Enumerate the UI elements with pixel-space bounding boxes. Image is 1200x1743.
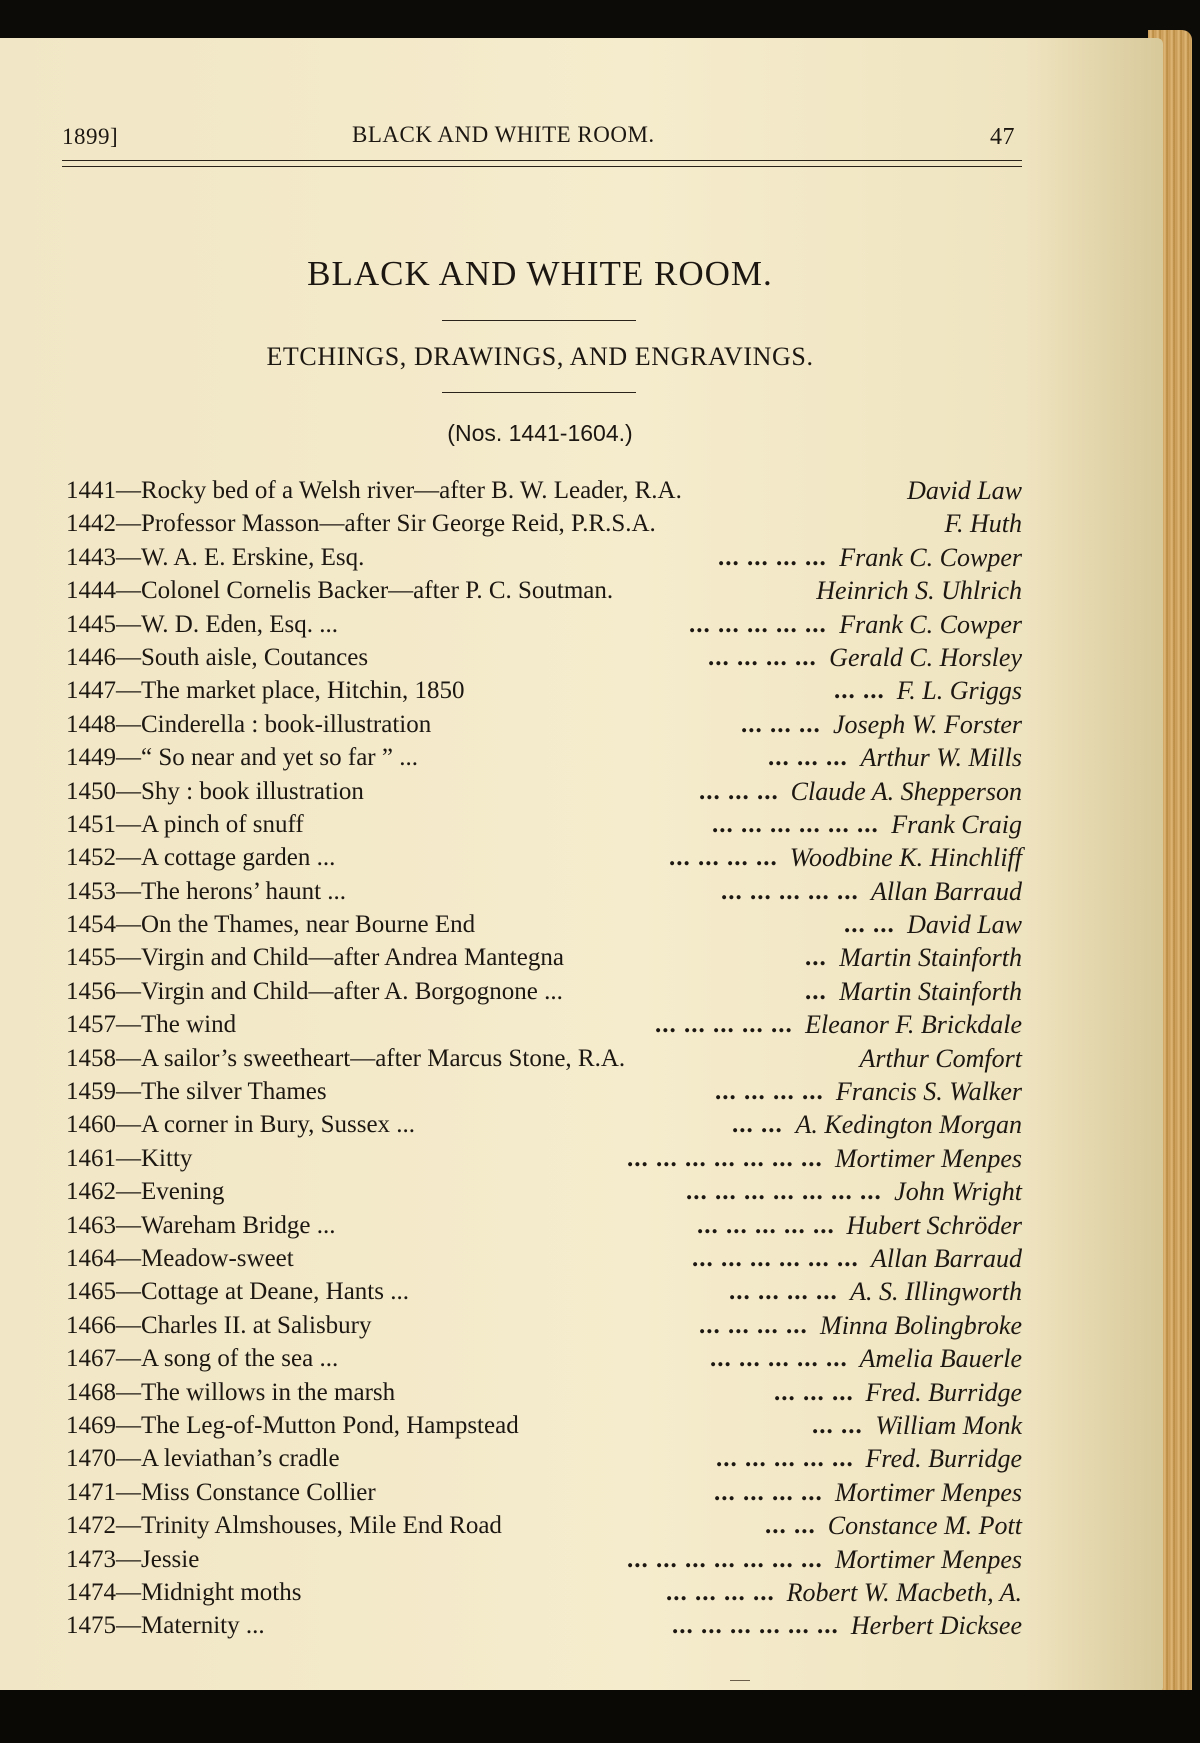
catalogue-entry [66,708,1022,741]
entry-title: 1445—W. D. Eden, Esq. ... [66,610,338,638]
entry-leader-dots: ... [805,977,827,1005]
entry-artist: Amelia Bauerle [859,1344,1022,1374]
entry-title: 1453—The herons’ haunt ... [66,877,347,905]
entry-leader-dots: ... ... ... ... ... ... ... [627,1545,823,1573]
catalogue-entry [66,641,1022,674]
entry-artist: Joseph W. Forster [833,709,1022,739]
entry-artist: Gerald C. Horsley [829,642,1022,672]
entry-title: 1452—A cottage garden ... [66,844,336,872]
entry-leader-dots: ... ... ... ... ... [721,877,859,905]
catalogue-entry [66,1175,1022,1208]
entry-artist: Francis S. Walker [835,1077,1022,1107]
entry-artist: Constance M. Pott [827,1511,1022,1541]
entry-leader-dots: ... ... ... [774,1378,854,1406]
entry-title: 1469—The Leg-of-Mutton Pond, Hampstead [66,1411,519,1439]
entry-artist: Woodbine K. Hinchliff [789,843,1022,873]
entry-artist: Hubert Schröder [846,1210,1022,1240]
entry-leader-dots: ... ... ... ... ... ... [692,1244,859,1272]
entry-artist: Herbert Dicksee [850,1611,1022,1641]
catalogue-list [66,474,1022,1643]
catalogue-entry [66,1342,1022,1375]
entry-leader-dots: ... ... ... [741,710,821,738]
footer-mark [730,1680,750,1681]
entry-leader-dots: ... ... ... ... ... [710,1345,848,1373]
catalogue-entry [66,1242,1022,1275]
entry-artist: Minna Bolingbroke [820,1310,1022,1340]
entry-leader-dots: ... ... ... ... [699,1311,808,1339]
running-head [62,116,1022,156]
catalogue-entry [66,507,1022,540]
entry-title: 1459—The silver Thames [66,1078,327,1106]
subtitle-rule [442,392,636,393]
entry-title: 1475—Maternity ... [66,1612,265,1640]
entry-title: 1470—A leviathan’s cradle [66,1445,340,1473]
entry-title: 1448—Cinderella : book-illustration [66,710,432,738]
entry-leader-dots: ... ... ... ... ... [689,610,827,638]
entry-leader-dots: ... ... ... ... [718,543,827,571]
catalogue-entry [66,908,1022,941]
entry-leader-dots: ... ... ... [699,777,779,805]
entry-leader-dots: ... ... ... ... ... [655,1011,793,1039]
entry-artist: F. L. Griggs [896,676,1022,706]
entry-leader-dots: ... ... [834,677,885,705]
entry-title: 1468—The willows in the marsh [66,1378,396,1406]
entry-artist: David Law [907,910,1022,940]
entry-leader-dots: ... ... ... ... [708,643,817,671]
entry-title: 1474—Midnight moths [66,1578,302,1606]
catalogue-entry [66,1442,1022,1475]
catalogue-entry [66,875,1022,908]
catalogue-entry [66,1309,1022,1342]
entry-artist: William Monk [875,1410,1022,1440]
catalogue-entry [66,1209,1022,1242]
entry-title: 1442—Professor Masson—after Sir George Reid, P.R.S.A. [66,510,656,538]
section-title: BLACK AND WHITE ROOM. [307,254,773,293]
entry-artist: Martin Stainforth [839,943,1022,973]
entry-artist: Mortimer Menpes [834,1477,1022,1507]
entry-artist: F. Huth [944,509,1022,539]
entry-title: 1441—Rocky bed of a Welsh river—after B. W. Leader, R.A. [66,477,682,504]
entry-artist: Martin Stainforth [839,976,1022,1006]
catalogue-entry [66,474,1022,507]
entry-artist: Arthur W. Mills [860,743,1022,773]
catalogue-entry [66,574,1022,607]
entry-title: 1447—The market place, Hitchin, 1850 [66,677,465,705]
catalogue-entry [66,1509,1022,1542]
catalogue-entry [66,808,1022,841]
catalogue-entry [66,1042,1022,1075]
entry-leader-dots: ... ... [765,1512,816,1540]
entry-artist: Fred. Burridge [865,1444,1022,1474]
entry-leader-dots: ... ... ... [768,744,848,772]
entry-title: 1456—Virgin and Child—after A. Borgognone ... [66,977,563,1005]
catalogue-entry [66,841,1022,874]
entry-leader-dots: ... ... ... ... ... ... [712,810,879,838]
catalogue-entry [66,1108,1022,1141]
entry-title: 1465—Cottage at Deane, Hants ... [66,1278,409,1306]
catalogue-entry [66,1576,1022,1609]
entry-title: 1444—Colonel Cornelis Backer—after P. C. Soutman. [66,577,614,605]
entry-title: 1467—A song of the sea ... [66,1345,339,1373]
entry-leader-dots: ... [805,944,827,972]
entry-leader-dots: ... ... ... ... [714,1478,823,1506]
section-subtitle: ETCHINGS, DRAWINGS, AND ENGRAVINGS. [266,342,814,371]
entry-artist: Mortimer Menpes [834,1544,1022,1574]
catalogue-entry [66,775,1022,808]
entry-title: 1443—W. A. E. Erskine, Esq. [66,543,365,571]
page-number: 47 [990,124,1015,150]
catalogue-entry [66,608,1022,641]
catalogue-entry [66,541,1022,574]
entry-title: 1461—Kitty [66,1144,193,1172]
catalogue-entry [66,1008,1022,1041]
entry-artist: Allan Barraud [871,1243,1022,1273]
entry-leader-dots: ... ... ... ... ... ... [672,1612,839,1640]
entry-leader-dots: ... ... ... ... [669,844,778,872]
entry-artist: Eleanor F. Brickdale [805,1010,1022,1040]
entry-artist: John Wright [894,1177,1022,1207]
entry-leader-dots: ... ... ... ... ... [716,1445,854,1473]
entry-title: 1458—A sailor’s sweetheart—after Marcus Stone, R.A. [66,1044,626,1072]
catalogue-entry [66,1409,1022,1442]
entry-title: 1463—Wareham Bridge ... [66,1211,336,1239]
entry-leader-dots: ... ... ... ... [715,1078,824,1106]
header-double-rule [62,160,1022,167]
entry-artist: Robert W. Macbeth, A. [786,1577,1022,1607]
entry-title: 1472—Trinity Almshouses, Mile End Road [66,1512,502,1540]
catalogue-entry [66,1609,1022,1642]
entry-leader-dots: ... ... ... ... ... ... ... [627,1144,823,1172]
entry-leader-dots: ... ... [844,911,895,939]
entry-title: 1462—Evening [66,1178,225,1206]
entry-title: 1466—Charles II. at Salisbury [66,1311,372,1339]
catalogue-entry [66,1476,1022,1509]
entry-title: 1454—On the Thames, near Bourne End [66,911,476,939]
entry-leader-dots: ... ... ... ... [666,1578,775,1606]
entry-title: 1460—A corner in Bury, Sussex ... [66,1111,416,1139]
entry-artist: Frank C. Cowper [839,609,1022,639]
entry-title: 1446—South aisle, Coutances [66,643,369,671]
running-head-title: BLACK AND WHITE ROOM. [352,122,655,147]
catalogue-entry [66,674,1022,707]
entry-leader-dots: ... ... [732,1111,783,1139]
entry-title: 1450—Shy : book illustration [66,777,364,805]
bottom-shadow [0,1690,1200,1743]
entry-artist: Fred. Burridge [865,1377,1022,1407]
entry-artist: Mortimer Menpes [834,1143,1022,1173]
entry-artist: Claude A. Shepperson [790,776,1022,806]
entry-title: 1464—Meadow-sweet [66,1244,294,1272]
entry-title: 1455—Virgin and Child—after Andrea Mantegna [66,944,564,972]
entry-artist: Frank Craig [891,809,1022,839]
entry-artist: A. Kedington Morgan [795,1110,1022,1140]
running-head-year: 1899] [62,124,119,149]
entry-title: 1457—The wind [66,1011,237,1039]
catalogue-entry [66,1075,1022,1108]
entry-artist: Frank C. Cowper [839,542,1022,572]
entry-leader-dots: ... ... ... ... ... [697,1211,835,1239]
entry-title: 1449—“ So near and yet so far ” ... [66,744,418,772]
catalogue-entry [66,1376,1022,1409]
entry-artist: Heinrich S. Uhlrich [816,576,1022,606]
entry-title: 1471—Miss Constance Collier [66,1478,376,1506]
catalogue-entry [66,741,1022,774]
entry-leader-dots: ... ... ... ... ... ... ... [686,1178,882,1206]
entry-artist: A. S. Illingworth [850,1277,1022,1307]
entry-leader-dots: ... ... [812,1411,863,1439]
catalogue-entry [66,1142,1022,1175]
entry-artist: Arthur Comfort [859,1043,1022,1073]
title-rule [442,320,636,321]
catalogue-range: (Nos. 1441-1604.) [447,420,633,446]
entry-artist: David Law [907,476,1022,505]
entry-title: 1473—Jessie [66,1545,200,1573]
catalogue-entry [66,941,1022,974]
catalogue-entry [66,1275,1022,1308]
book-page [0,38,1163,1693]
entry-title: 1451—A pinch of snuff [66,810,304,838]
entry-leader-dots: ... ... ... ... [729,1278,838,1306]
entry-artist: Allan Barraud [871,876,1022,906]
catalogue-entry [66,1543,1022,1576]
catalogue-entry [66,975,1022,1008]
